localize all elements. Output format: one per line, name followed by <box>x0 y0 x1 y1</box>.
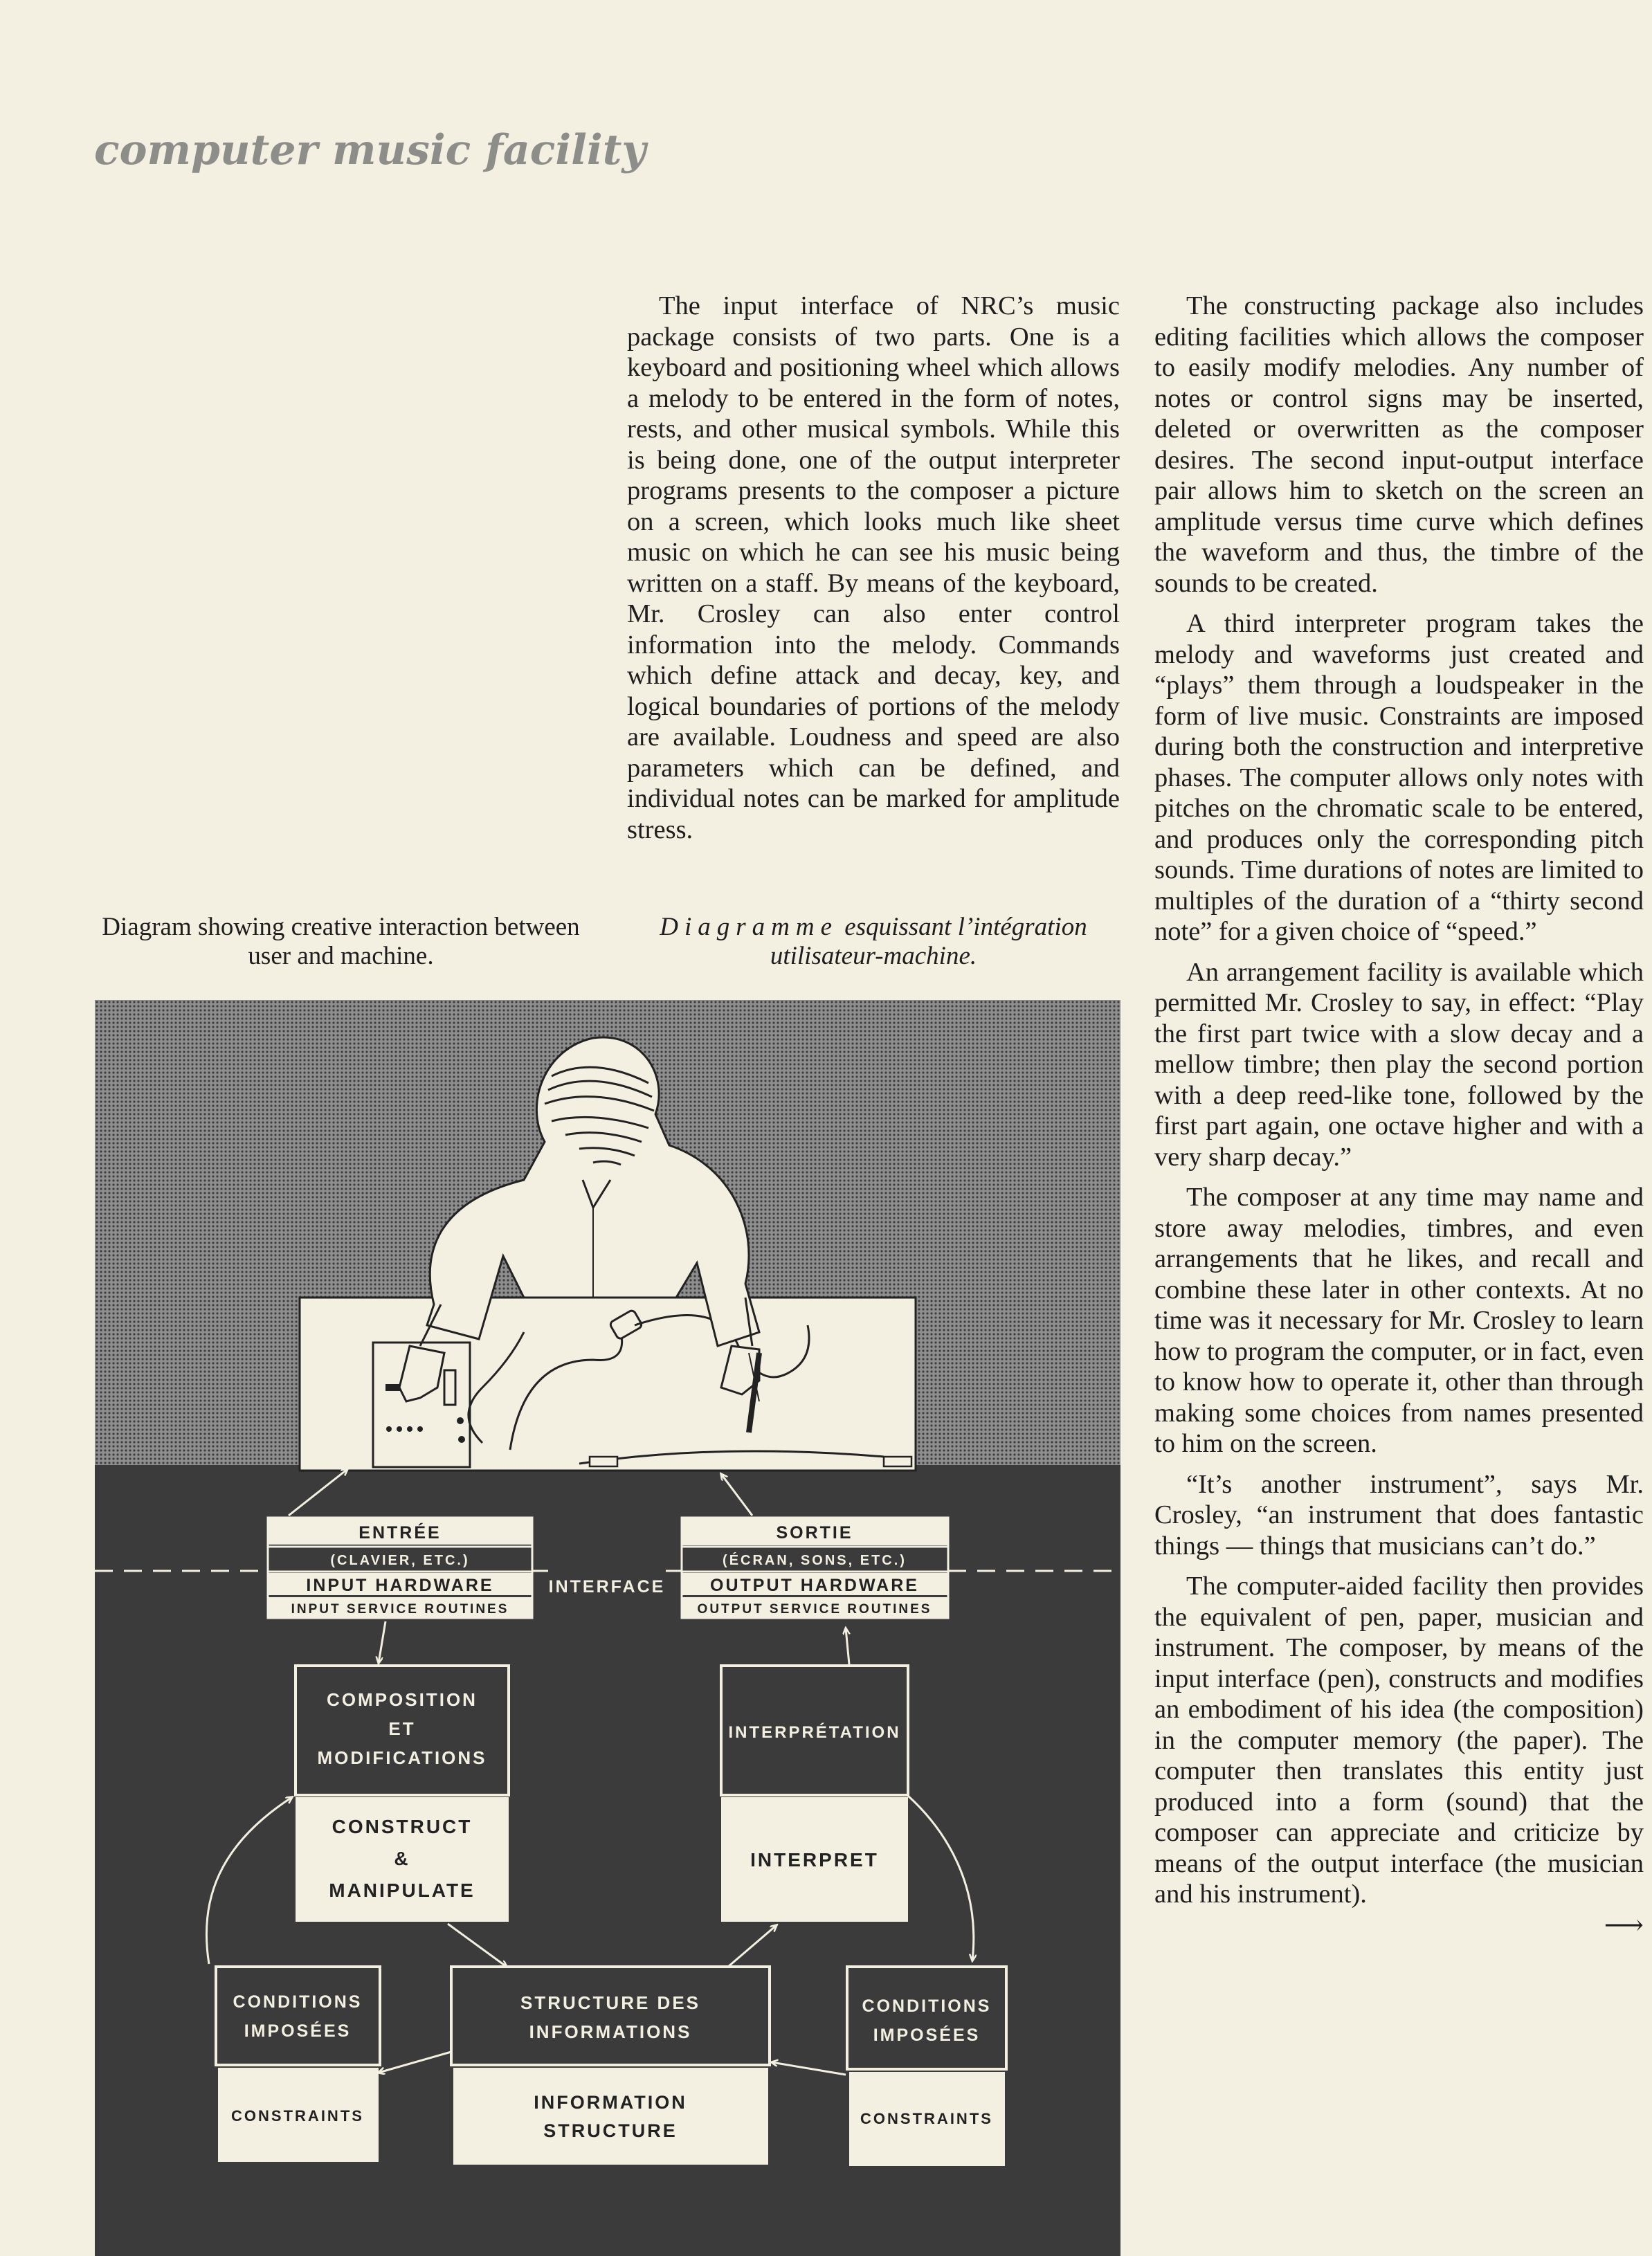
construct-label-3: MANIPULATE <box>329 1880 475 1901</box>
paragraph: A third interpreter program takes the melody and waveforms just created and “plays” them through a loudspeaker in the form of live music. Constraints are imposed during both the construction and interpretive phases. The computer allows only notes with pitches on the chromatic scale to be entered, and produces only the corresponding pitch sounds. Time durations of notes are limited to multiples of the duration of a “thirty second note” for a given choice of “speed.” <box>1154 609 1644 946</box>
continued-arrow-icon: ⟶ <box>1604 1909 1644 1940</box>
paragraph: The constructing package also includes editing facilities which allows the composer to easily modify melodies. Any number of notes or control signs may be inserted, deleted or overwritten as the composer desires. The second input-output interface pair allows him to sketch on the screen an amplitude versus time curve which defines the waveform and thus, the timbre of the sounds to be created. <box>1154 291 1644 598</box>
interface-label: INTERFACE <box>548 1577 666 1597</box>
constraints-right-label: CONSTRAINTS <box>860 2110 993 2127</box>
output-routines-label: OUTPUT SERVICE ROUTINES <box>697 1602 932 1617</box>
construct-label-2: & <box>394 1848 410 1869</box>
info-structure-label-2: STRUCTURE <box>543 2120 678 2141</box>
paragraph: “It’s another instrument”, says Mr. Crosley, “an instrument that does fantastic things — things that musicians can’t do.” <box>1154 1469 1644 1561</box>
interpret-label: INTERPRET <box>750 1849 879 1871</box>
paragraph: The composer at any time may name and store away melodies, timbres, and even arrangements that he likes, and recall and combine these later in other contexts. At no time was it necessary for Mr. Crosley to learn how to program the computer, or in fact, even to know how to operate it, other than through making some choices from names presented to him on the screen. <box>1154 1183 1644 1458</box>
structure-label-1: STRUCTURE DES <box>520 1992 701 2013</box>
caption-french-lead: Diagramme <box>660 913 839 941</box>
input-hardware-label: INPUT HARDWARE <box>306 1576 494 1595</box>
caption-french-rest: esquissant l’intégration utilisateur-machine. <box>770 913 1087 970</box>
structure-label-2: INFORMATIONS <box>529 2021 692 2042</box>
constraints-left-label: CONSTRAINTS <box>231 2107 364 2125</box>
conditions-left-label-1: CONDITIONS <box>233 1992 363 2012</box>
article-column-middle <box>627 291 1120 845</box>
sortie-sub-label: (ÉCRAN, SONS, ETC.) <box>723 1553 907 1568</box>
page-header: computer music facility <box>94 126 646 174</box>
composition-label-3: MODIFICATIONS <box>317 1747 487 1768</box>
info-structure-label-1: INFORMATION <box>534 2092 687 2113</box>
input-routines-label: INPUT SERVICE ROUTINES <box>291 1602 509 1617</box>
interpretation-label: INTERPRÉTATION <box>728 1723 901 1742</box>
conditions-right-label-1: CONDITIONS <box>862 1996 992 2016</box>
article-column-right <box>1154 291 1644 1939</box>
conditions-right-label-2: IMPOSÉES <box>873 2026 981 2045</box>
blank-area <box>94 298 588 872</box>
interaction-diagram <box>95 1000 1120 2256</box>
caption-english: Diagram showing creative interaction between user and machine. <box>102 913 580 970</box>
entree-label: ENTRÉE <box>358 1523 442 1543</box>
sortie-label: SORTIE <box>776 1523 853 1543</box>
output-hardware-label: OUTPUT HARDWARE <box>710 1576 919 1595</box>
conditions-left-label-2: IMPOSÉES <box>244 2021 352 2041</box>
construct-label-1: CONSTRUCT <box>332 1816 473 1837</box>
composition-label-2: ET <box>388 1718 416 1739</box>
composition-label-1: COMPOSITION <box>327 1689 478 1710</box>
paragraph: The input interface of NRC’s music package consists of two parts. One is a keyboard and positioning wheel which allows a melody to be entered in the form of notes, rests, and other musical symbols. While this is being done, one of the output interpreter programs presents to the composer a picture on a screen, which looks much like sheet music on which he can see his music being written on a staff. By means of the keyboard, Mr. Crosley can also enter control information into the melody. Commands which define attack and decay, key, and logical boundaries of portions of the melody are available. Loudness and speed are also parameters which can be defined, and individual notes can be marked for amplitude stress. <box>627 291 1120 844</box>
caption-french <box>627 913 1120 1000</box>
paragraph: The computer-aided facility then provides the equivalent of pen, paper, musician and instrument. The composer, by means of the input interface (pen), constructs and modifies an embodiment of his idea (the composition) in the computer memory (the paper). The computer then translates this entity just produced into a form (sound) that the composer can appreciate and criticize by means of the output interface (the musician and his instrument). <box>1154 1572 1644 1909</box>
paragraph: An arrangement facility is available which permitted Mr. Crosley to say, in effect: “Play the first part twice with a slow decay and a mellow timbre; then play the second portion with a deep reed-like tone, followed by the first part again, one octave higher and with a very sharp decay.” <box>1154 957 1644 1172</box>
entree-sub-label: (CLAVIER, ETC.) <box>330 1553 470 1568</box>
